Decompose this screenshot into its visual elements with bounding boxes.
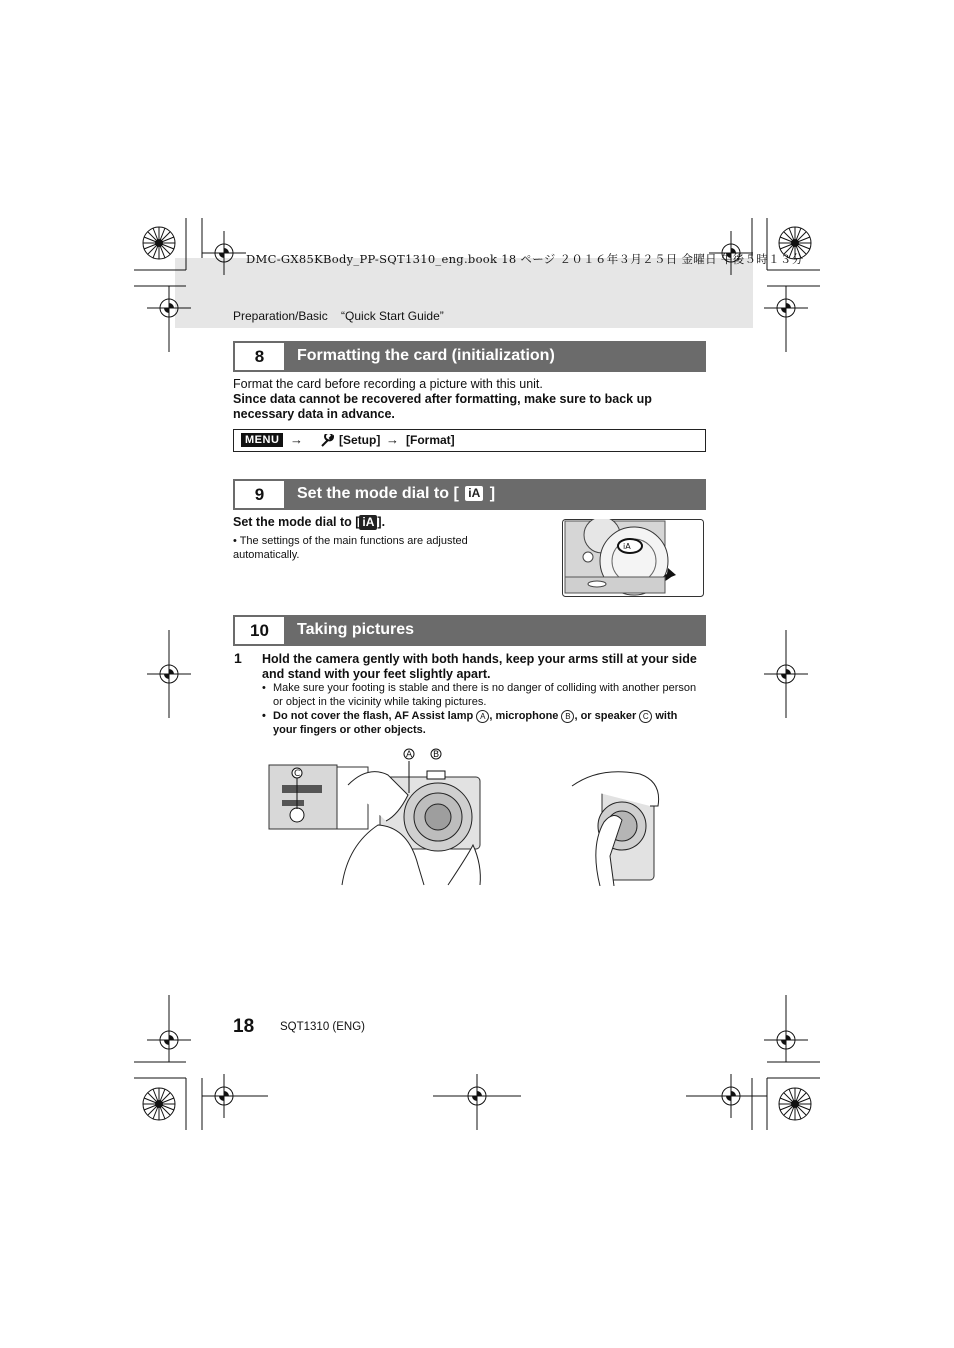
section-number: 9: [234, 480, 285, 509]
wrench-icon: [320, 434, 334, 447]
arrow: →: [386, 432, 399, 447]
list-item: • Do not cover the flash, AF Assist lamp A , microphone B , or speaker C with your fingers or other objects.: [262, 709, 702, 737]
section-9-header: [233, 479, 706, 510]
section-9-note: • The settings of the main functions are adjusted automatically.: [233, 535, 468, 561]
marker-c-label: C: [294, 769, 301, 779]
section-8-header: [233, 341, 706, 372]
mode-dial-illustration: [562, 519, 704, 597]
intro-text: Format the card before recording a picture with this unit.: [233, 377, 543, 391]
format-label: [Format]: [406, 433, 455, 447]
page-number: 18: [233, 1016, 255, 1037]
menu-path-box: [233, 429, 706, 452]
arrow: →: [290, 432, 303, 447]
step-number: 1: [234, 650, 242, 666]
section-title: [297, 479, 495, 510]
marker-b: B: [561, 710, 574, 723]
ia-mode-icon: iA: [465, 486, 483, 501]
breadcrumb: Preparation/Basic “Quick Start Guide”: [233, 309, 444, 323]
section-title: Taking pictures: [297, 621, 415, 638]
bullet-list: [262, 681, 702, 737]
section-number: 10: [234, 616, 285, 645]
document-code: SQT1310 (ENG): [280, 1021, 365, 1033]
title-text: Set the mode dial to [: [297, 485, 459, 502]
setup-label: [Setup]: [339, 433, 381, 447]
marker-b-label: B: [433, 750, 440, 760]
vertical-hold-illustration: [570, 766, 665, 886]
section-9-step: [233, 515, 385, 530]
print-header: DMC-GX85KBody_PP-SQT1310_eng.book 18 ページ ２０１６年３月２５日 金曜日 午後５時１３分: [246, 252, 804, 266]
step-text: Hold the camera gently with both hands, keep your arms still at your side and stand with your feet slightly apart.: [262, 652, 697, 681]
marker-a-label: A: [406, 750, 413, 760]
svg-text:iA: iA: [623, 542, 631, 551]
warning-text: Since data cannot be recovered after formatting, make sure to back up necessary data in advance.: [233, 392, 652, 421]
section-title: Formatting the card (initialization): [297, 347, 555, 364]
holding-camera-illustration: [268, 745, 490, 887]
marker-a: A: [476, 710, 489, 723]
section-number: 8: [234, 342, 285, 371]
step-text: Set the mode dial to [: [233, 515, 360, 529]
title-close: ]: [489, 485, 496, 502]
list-item: • Make sure your footing is stable and there is no danger of colliding with another person or object in the vicinity while taking pictures.: [262, 681, 702, 709]
section-8-body: [233, 377, 706, 422]
menu-tag: MENU: [241, 433, 283, 447]
ia-mode-icon: iA: [359, 515, 377, 530]
bullet-text: Do not cover the flash, AF Assist lamp A , microphone B , or speaker C with your fingers or other objects.: [273, 710, 678, 736]
bullet-text: Make sure your footing is stable and there is no danger of colliding with another person or object in the vicinity while taking pictures.: [273, 682, 697, 708]
section-10-header: [233, 615, 706, 646]
marker-c: C: [639, 710, 652, 723]
step-close: ].: [377, 515, 386, 529]
